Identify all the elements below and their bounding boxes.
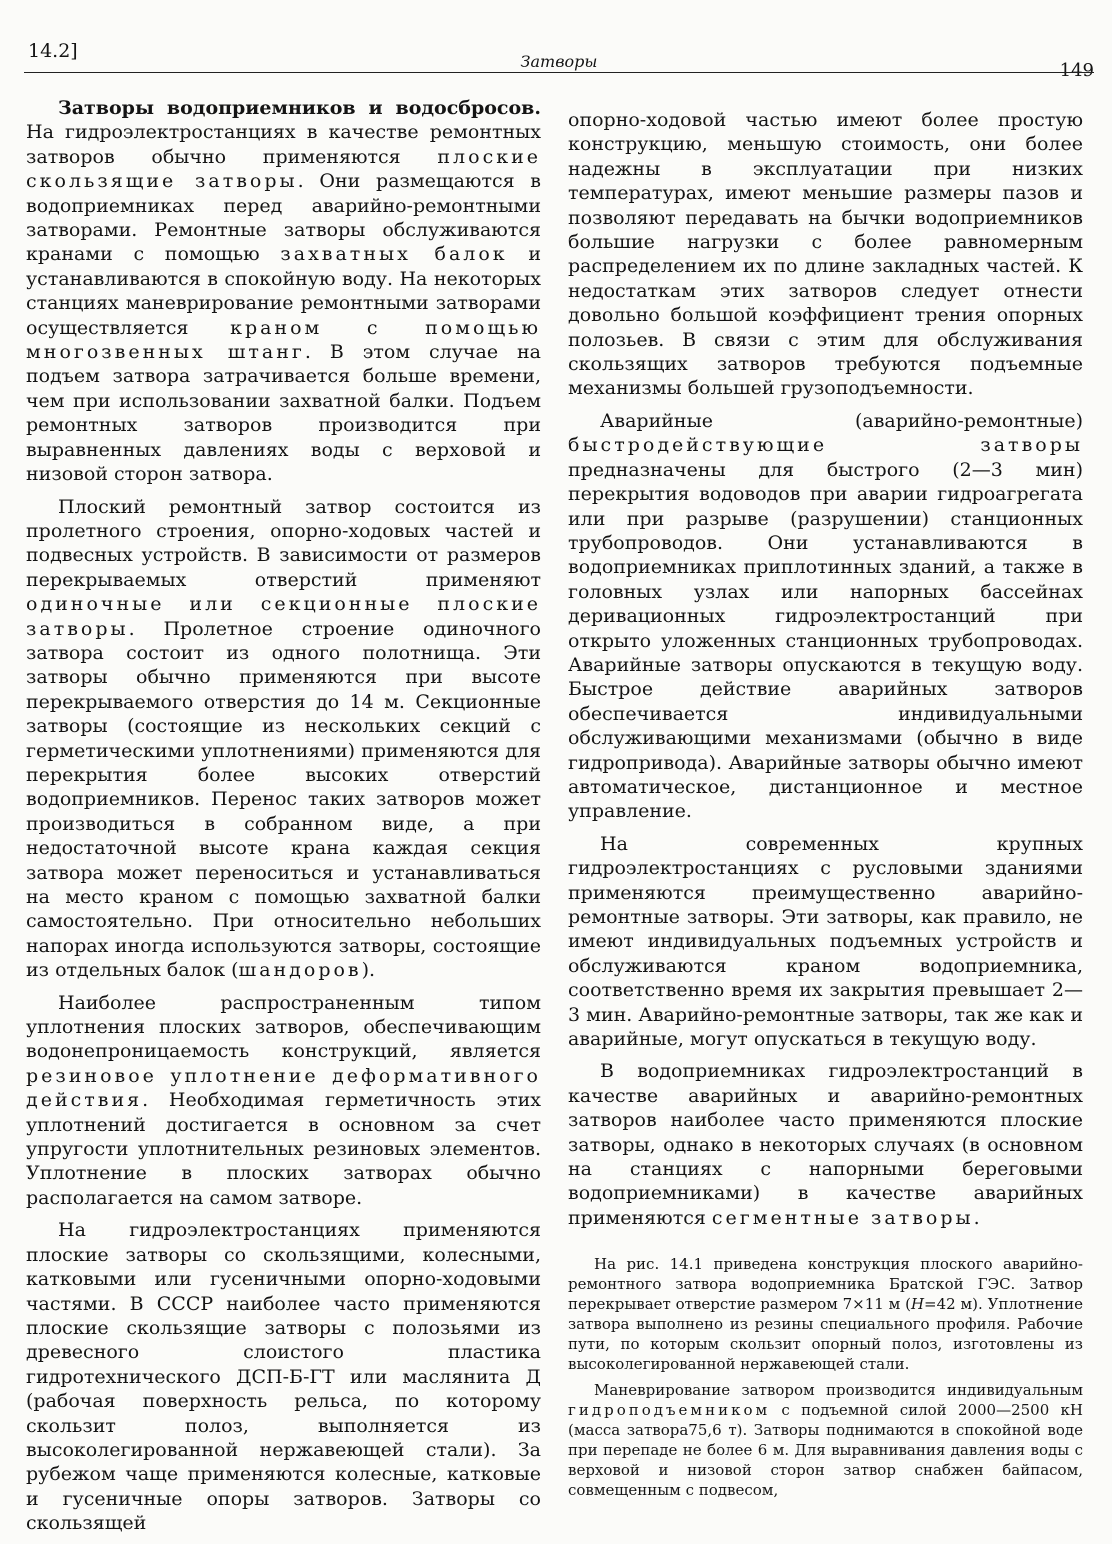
spaced-term: плоские скользящие затворы xyxy=(26,145,541,193)
paragraph-sealing: Наиболее распространенным типом уплотнения плоских затворов, обеспечивающим водонепроницаемость конструкций, является резиновое уплотнение деформативного действия. Необходимая герметичность этих уплотнений достигается в основном за счет упругости уплотнительных резиновых элементов. Уплотнение в плоских затворах обычно располагается на самом затворе. xyxy=(26,991,541,1209)
spaced-term: краном с помощью многозвенных штанг xyxy=(26,316,542,364)
paragraph-intake-gates: Затворы водоприемников и водосбросов. На гидроэлектростанциях в качестве ремонтных затворов обычно применяются плоские скользящие затворы. Они размещаются в водоприемниках перед аварийно-ремонтными затворами. Ремонтные затворы обслуживаются кранами с помощью захватных балок и устанавливаются в спокойную воду. На некоторых станциях маневрирование ремонтными затворами осуществляется краном с помощью многозвенных штанг. В этом случае на подъем затвора затрачивается больше времени, чем при использовании захватной балки. Подъем ремонтных затворов производится при выравненных давлениях воды с верховой и низовой сторон затвора. xyxy=(26,97,542,486)
running-header xyxy=(24,38,1094,81)
paragraph-continuation: опорно-ходовой частью имеют более простую конструкцию, меньшую стоимость, они более надежны в эксплуатации при низких температурах, имеют меньшие размеры пазов и позволяют передавать на бычки водоприемников большие нагрузки с более равномерным распределением их по длине закладных частей. К недостаткам этих затворов следует отнести довольно большой коэффициент трения опорных полозьев. В связи с этим для обслуживания скользящих затворов требуются подъемные механизмы большей грузоподъемности. xyxy=(568,109,1083,400)
header-rule xyxy=(24,72,1094,73)
paragraph-segment-gates: В водоприемниках гидроэлектростанций в качестве аварийных и аварийно-ремонтных затворов наиболее часто применяются плоские затворы, однако в некоторых случаях (в основном на станциях с напорными береговыми водоприемниками) в качестве аварийных применяются сегментные затворы. xyxy=(568,1060,1083,1229)
spaced-term: сегментные затворы xyxy=(711,1206,974,1229)
left-column xyxy=(26,96,541,1544)
section-number: 14.2] xyxy=(28,40,78,62)
running-title: Затворы xyxy=(520,52,598,71)
paragraph-bearing-parts: На гидроэлектростанциях применяются плоские затворы со скользящими, колесными, катковыми или гусеничными опорно-ходовыми частями. В СССР наиболее часто применяются плоские скользящие затворы с полозьями из древесного слоистого пластика гидротехнического ДСП-Б-ГТ или маслянита Д (рабочая поверхность рельса, по которому скользит полоз, выполняется из высоколегированной нержавеющей стали). За рубежом чаще применяются колесные, катковые и гусеничные опоры затворов. Затворы со скользящей xyxy=(26,1219,541,1535)
note-paragraph-fig: На рис. 14.1 приведена конструкция плоского аварийно-ремонтного затвора водоприемника Братской ГЭС. Затвор перекрывает отверстие размером 7×11 м (H=42 м). Уплотнение затвора выполнено из резины специального профиля. Рабочие пути, по которым скользит опорный полоз, изготовлены из высоколегированной нержавеющей стали. xyxy=(568,1255,1084,1374)
page-number: 149 xyxy=(1059,60,1094,81)
spaced-term: резиновое уплотнение деформативного действия xyxy=(26,1064,541,1112)
variable-h: H xyxy=(910,1295,925,1314)
spaced-term: быстродействующие затворы xyxy=(568,434,1083,457)
spaced-term: одиночные или секционные плоские затворы xyxy=(26,593,541,640)
paragraph-lead: Затворы водоприемников и водосбросов. xyxy=(58,97,541,119)
note-paragraph-hoist: Маневрирование затвором производится индивидуальным гидроподъемником с подъемной силой 2000—2500 кН (масса затвора75,6 т). Затворы поднимаются в спокойной воде при перепаде не более 6 м. Для выравнивания давления воды с верховой и низовой сторон затвор снабжен байпасом, совмещенным с подвесом, xyxy=(568,1381,1083,1500)
paragraph-repair-gate: Плоский ремонтный затвор состоится из пролетного строения, опорно-ходовых частей и подвесных устройств. В зависимости от размеров перекрываемых отверстий применяют одиночные или секционные плоские затворы. Пролетное строение одиночного затвора состоит из одного полотнища. Эти затворы обычно применяются при высоте перекрываемого отверстия до 14 м. Секционные затворы (состоящие из нескольких секций с герметическими уплотнениями) применяются для перекрытия более высоких отверстий водоприемников. Перенос таких затворов может производиться в собранном виде, а при недостаточной высоте крана каждая секция затвора может переноситься и устанавливаться на место краном с помощью захватной балки самостоятельно. При относительно небольших напорах иногда используются затворы, состоящие из отдельных балок (шандоров). xyxy=(26,495,541,982)
small-print-note xyxy=(568,1254,1083,1500)
paragraph-large-stations: На современных крупных гидроэлектростанциях с русловыми зданиями применяются преимущественно аварийно-ремонтные затворы. Эти затворы, как правило, не имеют индивидуальных подъемных устройств и обслуживаются краном водоприемника, соответственно время их закрытия превышает 2—3 мин. Аварийно-ремонтные затворы, так же как и аварийные, могут опускаться в текущую воду. xyxy=(568,832,1083,1051)
paragraph-emergency-gates: Аварийные (аварийно-ремонтные) быстродействующие затворы предназначены для быстрого (2—3 мин) перекрытия водоводов при аварии гидроагрегата или при разрыве (разрушении) станционных трубопроводов. Они устанавливаются в водоприемниках приплотинных зданий, а также в головных узлах или напорных бассейнах деривационных гидроэлектростанций при открыто уложенных станционных трубопроводах. Аварийные затворы опускаются в текущую воду. Быстрое действие аварийных затворов обеспечивается индивидуальными обслуживающими механизмами (обычно в виде гидропривода). Аварийные затворы обычно имеют автоматическое, дистанционное и местное управление. xyxy=(568,409,1083,823)
right-column xyxy=(568,108,1083,1506)
spaced-term: шандоров xyxy=(238,959,362,982)
spaced-term: гидроподъемником xyxy=(568,1401,771,1420)
spaced-term: захватных балок xyxy=(280,243,508,266)
